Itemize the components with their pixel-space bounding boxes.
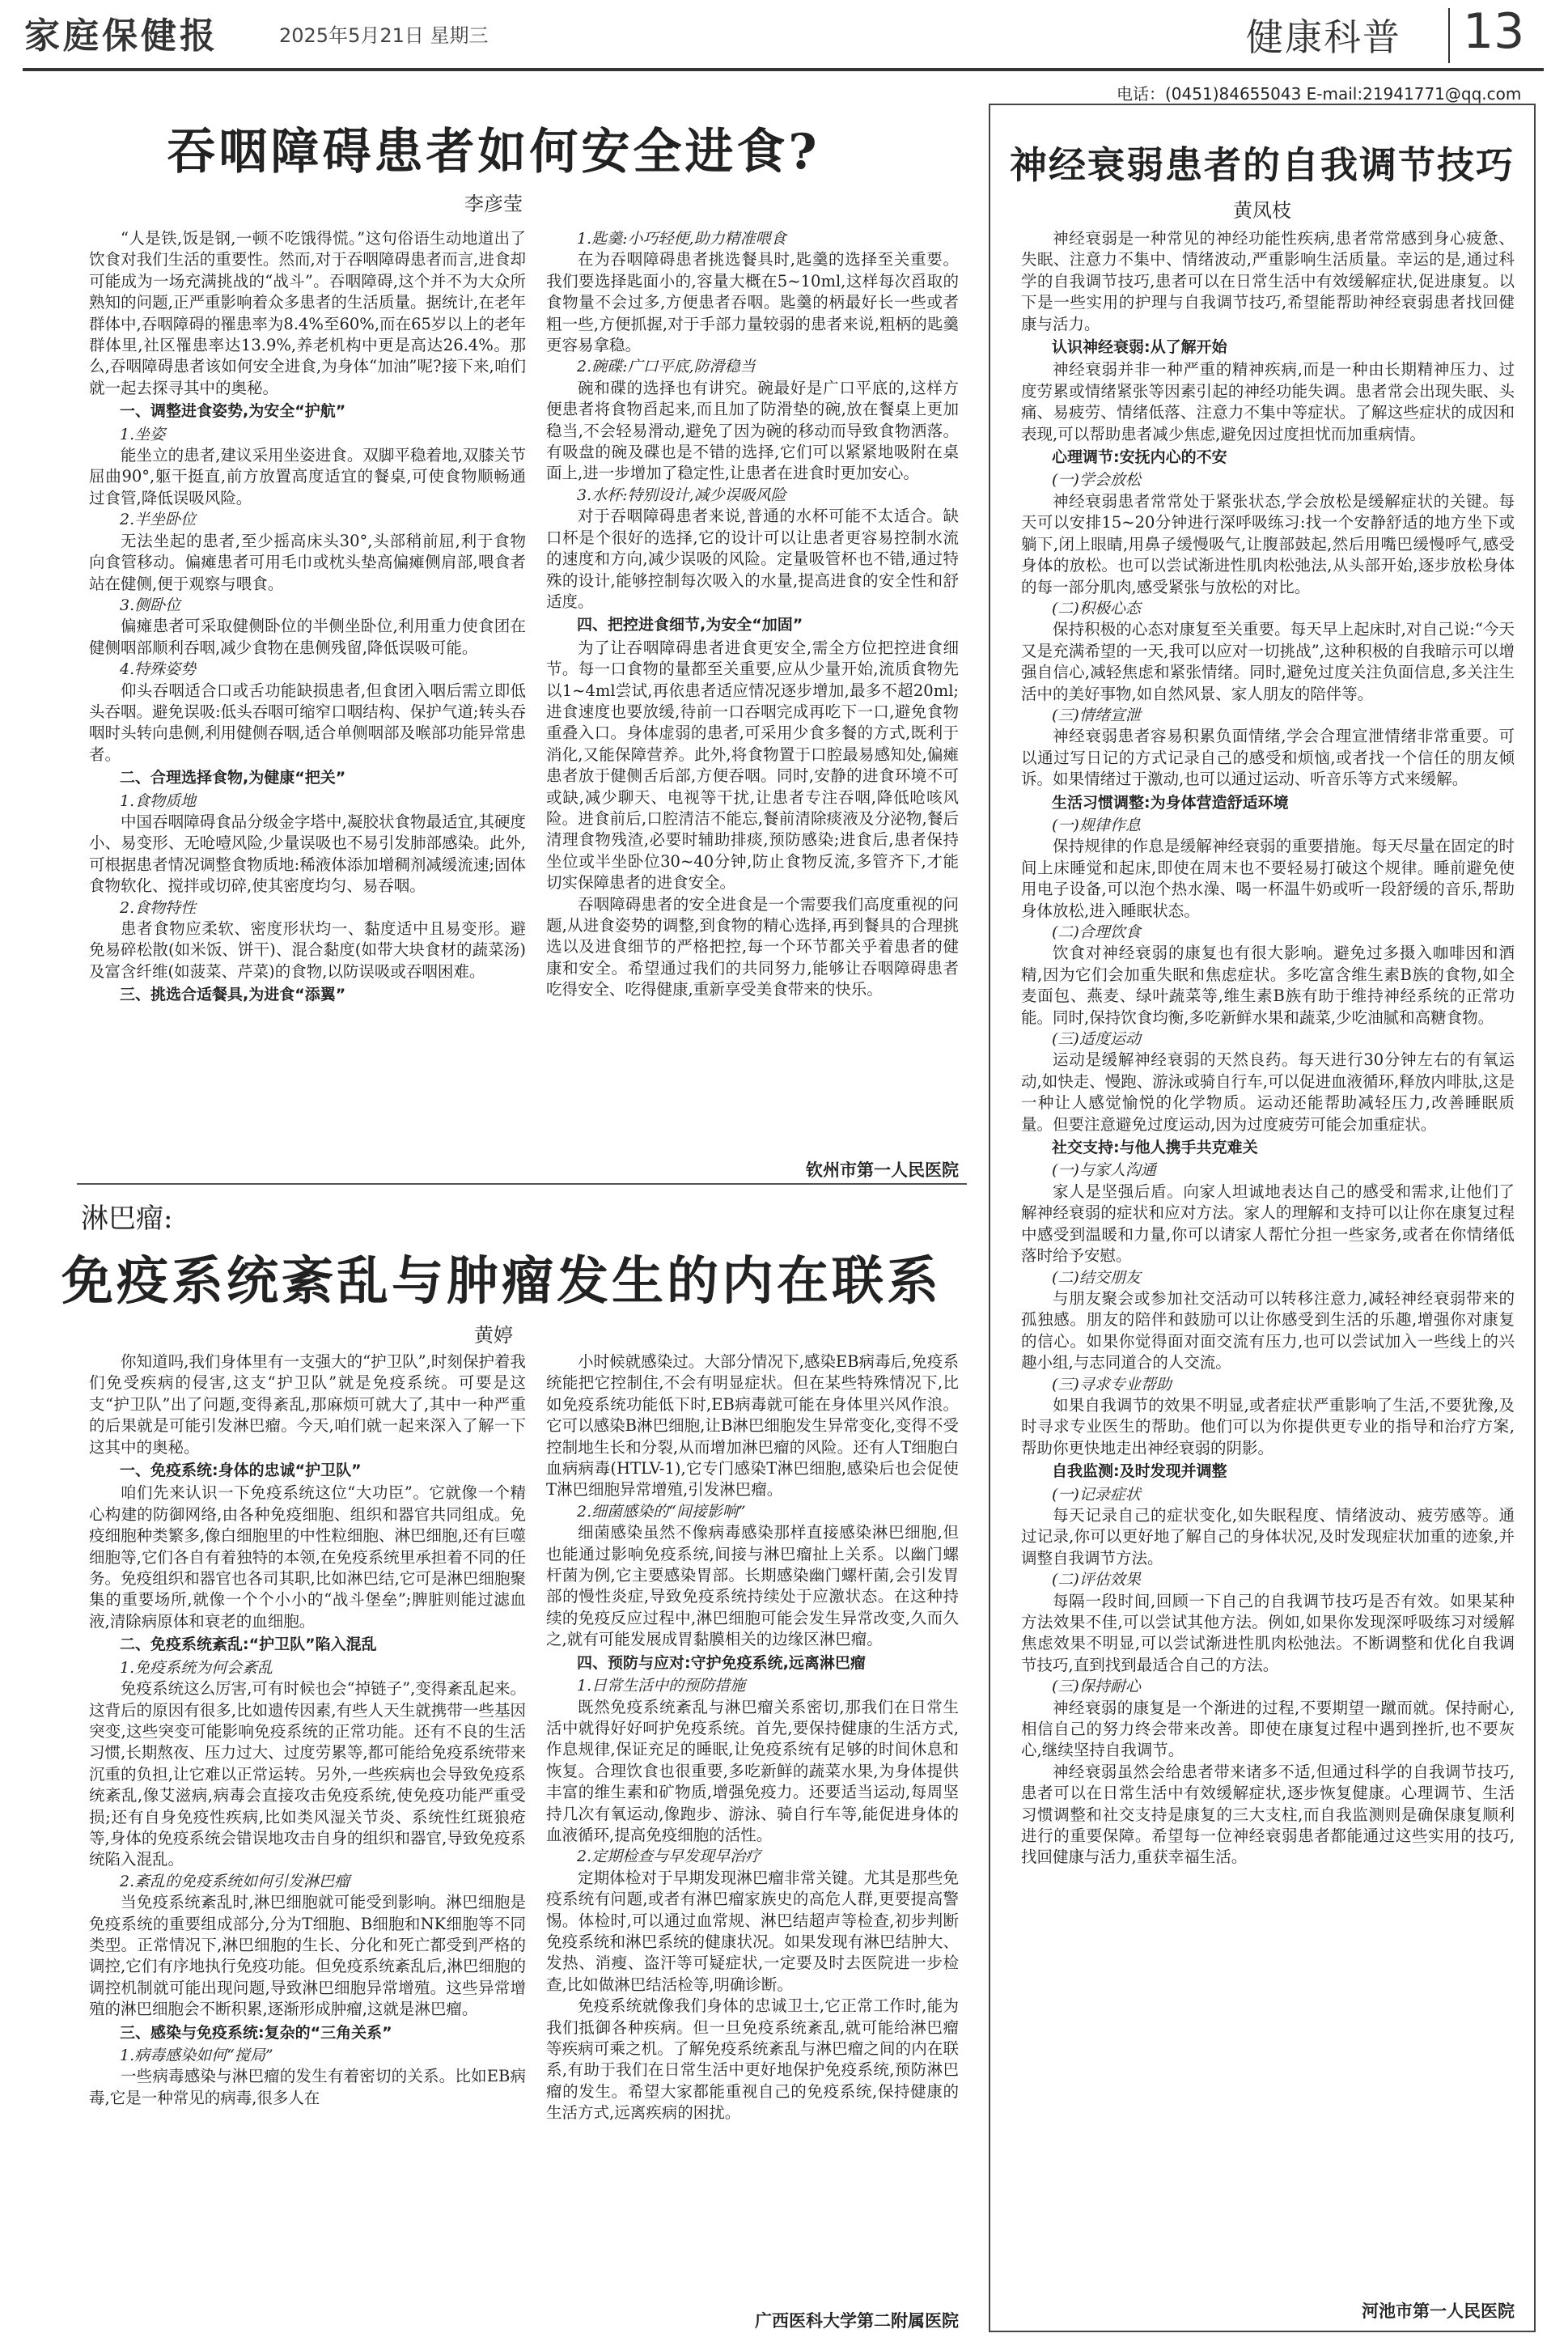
article1-title: 吞咽障碍患者如何安全进食? xyxy=(167,124,820,180)
paragraph: 细菌感染虽然不像病毒感染那样直接感染淋巴细胞,但也能通过影响免疫系统,间接与淋巴瘤扯上关系。以幽门螺杆菌为例,它主要感染胃部。长期感染幽门螺杆菌,会引发胃部的慢性炎症,导致免疫系统持续处于应激状态。在这种持续的免疫反应过程中,淋巴细胞可能会发生异常改变,久而久之,就有可能发展成胃黏膜相关的边缘区淋巴瘤。 xyxy=(546,1523,959,1649)
paragraph: 神经衰弱并非一种严重的精神疾病,而是一种由长期精神压力、过度劳累或情绪紧张等因素引起的神经功能失调。患者常会出现失眠、头痛、易疲劳、情绪低落、注意力不集中等症状。了解这些症状的成因和表现,可以帮助患者减少焦虑,避免因过度担忧而加重病情。 xyxy=(1021,360,1515,443)
article2-author: 黄婷 xyxy=(474,1324,513,1347)
paragraph: 运动是缓解神经衰弱的天然良药。每天进行30分钟左右的有氧运动,如快走、慢跑、游泳或骑自行车,可以促进血液循环,释放内啡肽,这是一种让人感觉愉悦的化学物质。运动还能帮助减轻压力,改善睡眠质量。但要注意避免过度运动,因为过度疲劳可能会加重症状。 xyxy=(1021,1050,1515,1134)
paragraph: 你知道吗,我们身体里有一支强大的“护卫队”,时刻保护着我们免受疾病的侵害,这支“护卫队”就是免疫系统。可要是这支“护卫队”出了问题,变得紊乱,那麻烦可就大了,其中一种严重的后果就是可能引发淋巴瘤。今天,咱们就一起来深入了解一下这其中的奥秘。 xyxy=(89,1352,526,1457)
subheading: 2.紊乱的免疫系统如何引发淋巴瘤 xyxy=(120,1872,350,1890)
paragraph: 碗和碟的选择也有讲究。碗最好是广口平底的,这样方便患者将食物舀起来,而且加了防滑垫的碗,放在餐桌上更加稳当,不会轻易滑动,避免了因为碗的移动而导致食物洒落。有吸盘的碗及碟也是不错的选择,它们可以紧紧地吸附在桌面上,进一步增加了稳定性,让患者在进食时更加安心。 xyxy=(546,378,959,483)
subheading: 2.碗碟:广口平底,防滑稳当 xyxy=(577,358,756,376)
article3-title: 神经衰弱患者的自我调节技巧 xyxy=(1010,143,1515,187)
subheading: 2.细菌感染的“间接影响” xyxy=(577,1502,746,1521)
subheading: (二)积极心态 xyxy=(1052,599,1141,617)
subheading: 三、挑选合适餐具,为进食“添翼” xyxy=(120,986,346,1004)
subheading: 1.日常生活中的预防措施 xyxy=(577,1677,746,1695)
header-divider xyxy=(1448,8,1450,63)
subheading: 认识神经衰弱:从了解开始 xyxy=(1052,338,1227,357)
paragraph: 仰头吞咽适合口或舌功能缺损患者,但食团入咽后需立即低头吞咽。避免误吸:低头吞咽可缩窄口咽结构、保护气道;转头吞咽时头转向患侧,利用健侧吞咽,适合单侧咽部及喉部功能异常患者。 xyxy=(89,681,526,764)
subheading: 3.水杯:特别设计,减少误吸风险 xyxy=(577,486,786,504)
paragraph: 既然免疫系统紊乱与淋巴瘤关系密切,那我们在日常生活中就得好好呵护免疫系统。首先,要保持健康的生活方式,作息规律,保证充足的睡眠,让免疫系统有足够的时间休息和恢复。合理饮食也很重要,多吃新鲜的蔬菜水果,为身体提供丰富的维生素和矿物质,增强免疫力。还要适当运动,每周坚持几次有氧运动,像跑步、游泳、骑自行车等,能促进身体的血液循环,提高免疫细胞的活性。 xyxy=(546,1697,959,1844)
subheading: 4.特殊姿势 xyxy=(120,660,197,679)
paragraph: 无法坐起的患者,至少摇高床头30°,头部稍前屈,利于食物向食管移动。偏瘫患者可用毛巾或枕头垫高偏瘫侧肩部,喂食者站在健侧,便于观察与喂食。 xyxy=(89,531,526,593)
article1-source: 钦州市第一人民医院 xyxy=(806,1160,959,1180)
paragraph: 神经衰弱的康复是一个渐进的过程,不要期望一蹴而就。保持耐心,相信自己的努力终会带来改善。即使在康复过程中遇到挫折,也不要灰心,继续坚持自我调节。 xyxy=(1021,1698,1515,1760)
subheading: (二)合理饮食 xyxy=(1052,923,1141,941)
paragraph: 保持规律的作息是缓解神经衰弱的重要措施。每天尽量在固定的时间上床睡觉和起床,即使在周末也不要轻易打破这个规律。睡前避免使用电子设备,可以泡个热水澡、喝一杯温牛奶或听一段舒缓的音乐,帮助身体放松,进入睡眠状态。 xyxy=(1021,837,1515,920)
subheading: (三)寻求专业帮助 xyxy=(1052,1375,1172,1394)
paragraph: 保持积极的心态对康复至关重要。每天早上起床时,对自己说:“今天又是充满希望的一天,我可以应对一切挑战”,这种积极的自我暗示可以增强自信心,减轻焦虑和紧张情绪。同时,避免过度关注负面信息,多关注生活中的美好事物,如自然风景、家人朋友的陪伴等。 xyxy=(1021,620,1515,703)
subheading: 心理调节:安抚内心的不安 xyxy=(1052,448,1227,467)
article1-column-left xyxy=(89,228,526,1155)
paragraph: 每隔一段时间,回顾一下自己的自我调节技巧是否有效。如果某种方法效果不佳,可以尝试其他方法。例如,如果你发现深呼吸练习对缓解焦虑效果不明显,可以尝试渐进性肌肉松弛法。不断调整和优化自我调节技巧,直到找到最适合自己的方法。 xyxy=(1021,1591,1515,1674)
subheading: (一)学会放松 xyxy=(1052,471,1141,490)
paragraph: 神经衰弱虽然会给患者带来诸多不适,但通过科学的自我调节技巧,患者可以在日常生活中有效缓解症状,逐步恢复健康。心理调节、生活习惯调整和社交支持是康复的三大支柱,而自我监测则是确保康复顺利进行的重要保障。希望每一位神经衰弱患者都能通过这些实用的技巧,找回健康与活力,重获幸福生活。 xyxy=(1021,1762,1515,1867)
subheading: 1.免疫系统为何会紊乱 xyxy=(120,1658,273,1677)
paragraph: 与朋友聚会或参加社交活动可以转移注意力,减轻神经衰弱带来的孤独感。朋友的陪伴和鼓励可以让你感受到生活的乐趣,增强你对康复的信心。如果你觉得面对面交流有压力,也可以尝试加入一些线上的兴趣小组,与志同道合的人交流。 xyxy=(1021,1288,1515,1372)
column-name: 健康科普 xyxy=(1246,15,1401,59)
article2-column-right xyxy=(546,1351,959,2298)
subheading: 四、预防与应对:守护免疫系统,远离淋巴瘤 xyxy=(577,1653,866,1672)
subheading: (二)评估效果 xyxy=(1052,1571,1141,1589)
paragraph: 神经衰弱是一种常见的神经功能性疾病,患者常常感到身心疲惫、失眠、注意力不集中、情绪波动,严重影响生活质量。幸运的是,通过科学的自我调节技巧,患者可以在日常生活中有效缓解症状,促进康复。以下是一些实用的护理与自我调节技巧,希望能帮助神经衰弱患者找回健康与活力。 xyxy=(1021,229,1515,333)
paragraph: 患者食物应柔软、密度形状均一、黏度适中且易变形。避免易碎松散(如米饭、饼干)、混合黏度(如带大块食材的蔬菜汤)及富含纤维(如菠菜、芹菜)的食物,以防误吸或吞咽困难。 xyxy=(89,919,526,981)
paragraph: 对于吞咽障碍患者来说,普通的水杯可能不太适合。缺口杯是个很好的选择,它的设计可以让患者更容易控制水流的速度和方向,减少误吸的风险。定量吸管杯也不错,通过特殊的设计,能够控制每次吸入的水量,提高进食的安全性和舒适度。 xyxy=(546,507,959,611)
paper-name: 家庭保健报 xyxy=(24,15,218,57)
subheading: (一)规律作息 xyxy=(1052,816,1141,834)
article2-source: 广西医科大学第二附属医院 xyxy=(755,2311,959,2331)
paragraph: 咱们先来认识一下免疫系统这位“大功臣”。它就像一个精心构建的防御网络,由各种免疫细胞、组织和器官共同组成。免疫细胞种类繁多,像白细胞里的中性粒细胞、淋巴细胞,还有巨噬细胞等,它们各自有着独特的本领,在免疫系统里承担着不同的任务。免疫组织和器官也各司其职,比如淋巴结,它可是淋巴细胞聚集的重要场所,就像一个个小小的“战斗堡垒”;脾脏则能过滤血液,清除病原体和衰老的血细胞。 xyxy=(89,1483,526,1631)
paragraph: 神经衰弱患者容易积累负面情绪,学会合理宣泄情绪非常重要。可以通过写日记的方式记录自己的感受和烦恼,或者找一个信任的朋友倾诉。如果情绪过于激动,也可以通过运动、听音乐等方式来缓解。 xyxy=(1021,727,1515,789)
paragraph: 免疫系统这么厉害,可有时候也会“掉链子”,变得紊乱起来。这背后的原因有很多,比如遗传因素,有些人天生就携带一些基因突变,这些突变可能影响免疫系统的正常功能。还有不良的生活习惯,长期熬夜、压力过大、过度劳累等,都可能给免疫系统带来沉重的负担,让它难以正常运转。另外,一些疾病也会导致免疫系统紊乱,像艾滋病,病毒会直接攻击免疫系统,使免疫功能严重受损;还有自身免疫性疾病,比如类风湿关节炎、系统性红斑狼疮等,身体的免疫系统会错误地攻击自身的组织和器官,导致免疫系统陷入混乱。 xyxy=(89,1679,526,1869)
article1-author: 李彦莹 xyxy=(464,193,523,215)
paragraph: 一些病毒感染与淋巴瘤的发生有着密切的关系。比如EB病毒,它是一种常见的病毒,很多人在 xyxy=(89,2067,526,2107)
page-number: 13 xyxy=(1463,3,1525,60)
article2-column-left xyxy=(89,1351,526,2323)
subheading: 2.定期检查与早发现早治疗 xyxy=(577,1848,761,1866)
subheading: 1.坐姿 xyxy=(120,425,166,443)
paragraph: 能坐立的患者,建议采用坐姿进食。双脚平稳着地,双膝关节屈曲90°,躯干挺直,前方放置高度适宜的餐桌,可使食物顺畅通过食管,降低误吸风险。 xyxy=(89,446,526,507)
subheading: (三)情绪宣泄 xyxy=(1052,706,1141,724)
subheading: 自我监测:及时发现并调整 xyxy=(1052,1462,1227,1481)
paragraph: 为了让吞咽障碍患者进食更安全,需全方位把控进食细节。每一口食物的量都至关重要,应从少量开始,流质食物先以1~4ml尝试,再依患者适应情况逐步增加,最多不超20ml;进食速度也要放缓,待前一口吞咽完成再吃下一口,避免食物重叠入口。身体虚弱的患者,可采用少食多餐的方式,既利于消化,又能保障营养。此外,将食物置于口腔最易感知处,偏瘫患者放于健侧舌后部,方便吞咽。同时,安静的进食环境不可或缺,减少聊天、电视等干扰,让患者专注吞咽,降低呛咳风险。进食前后,口腔清洁不能忘,餐前清除痰液及分泌物,餐后清理食物残渣,必要时辅助排痰,预防感染;进食后,患者保持坐位或半坐卧位30~40分钟,防止食物反流,多管齐下,才能切实保障患者的进食安全。 xyxy=(546,638,959,893)
paragraph: “人是铁,饭是钢,一顿不吃饿得慌。”这句俗语生动地道出了饮食对我们生活的重要性。然而,对于吞咽障碍患者而言,进食却可能成为一场充满挑战的“战斗”。吞咽障碍,这个并不为大众所熟知的问题,正严重影响着众多患者的生活质量。据统计,在老年群体中,吞咽障碍的罹患率为8.4%至60%,而在65岁以上的老年群体里,社区罹患率达13.9%,养老机构中更是高达26.4%。那么,吞咽障碍患者该如何安全进食,为身体“加油”呢?接下来,咱们就一起去探寻其中的奥秘。 xyxy=(89,229,526,397)
paragraph: 如果自我调节的效果不明显,或者症状严重影响了生活,不要犹豫,及时寻求专业医生的帮助。他们可以为你提供更专业的指导和治疗方案,帮助你更快地走出神经衰弱的阴影。 xyxy=(1021,1395,1515,1457)
article2-kicker: 淋巴瘤: xyxy=(81,1203,173,1235)
subheading: (三)适度运动 xyxy=(1052,1030,1141,1049)
paragraph: 中国吞咽障碍食品分级金字塔中,凝胶状食物最适宜,其硬度小、易变形、无呛噎风险,少量误吸也不易引发肺部感染。此外,可根据患者情况调整食物质地:稀液体添加增稠剂减缓流速;固体食物软化、搅拌或切碎,使其密度均匀、易吞咽。 xyxy=(89,812,526,896)
article2-title: 免疫系统紊乱与肿瘤发生的内在联系 xyxy=(61,1251,942,1312)
subheading: 1.匙羹:小巧轻便,助力精准喂食 xyxy=(577,230,786,248)
header-rule xyxy=(23,68,1544,71)
paragraph: 当免疫系统紊乱时,淋巴细胞就可能受到影响。淋巴细胞是免疫系统的重要组成部分,分为T细胞、B细胞和NK细胞等不同类型。正常情况下,淋巴细胞的生长、分化和死亡都受到严格的调控,它们有序地执行免疫功能。但免疫系统紊乱后,淋巴细胞的调控机制就可能出现问题,导致淋巴细胞异常增殖。这些异常增殖的淋巴细胞会不断积累,逐渐形成肿瘤,这就是淋巴瘤。 xyxy=(89,1893,526,2019)
subheading: (一)记录症状 xyxy=(1052,1485,1141,1504)
subheading: 三、感染与免疫系统:复杂的“三角关系” xyxy=(120,2023,392,2042)
paragraph: 饮食对神经衰弱的康复也有很大影响。避免过多摄入咖啡因和酒精,因为它们会加重失眠和焦虑症状。多吃富含维生素B族的食物,如全麦面包、燕麦、绿叶蔬菜等,维生素B族有助于维持神经系统的正常功能。同时,保持饮食均衡,多吃新鲜水果和蔬菜,少吃油腻和高糖食物。 xyxy=(1021,944,1515,1027)
subheading: 二、免疫系统紊乱:“护卫队”陷入混乱 xyxy=(120,1635,377,1654)
paragraph: 神经衰弱患者常常处于紧张状态,学会放松是缓解症状的关键。每天可以安排15~20分钟进行深呼吸练习:找一个安静舒适的地方坐下或躺下,闭上眼睛,用鼻子缓慢吸气,让腹部鼓起,然后用嘴巴缓慢呼气,感受身体的放松。也可以尝试渐进性肌肉松弛法,从头部开始,逐步放松身体的每一部分肌肉,感受紧张与放松的对比。 xyxy=(1021,491,1515,596)
subheading: 2.食物特性 xyxy=(120,898,197,917)
paragraph: 在为吞咽障碍患者挑选餐具时,匙羹的选择至关重要。我们要选择匙面小的,容量大概在5~10ml,这样每次舀取的食物量不会过多,方便患者吞咽。匙羹的柄最好长一些或者粗一些,方便抓握,对于手部力量较弱的患者来说,粗柄的匙羹更容易拿稳。 xyxy=(546,250,959,355)
subheading: 二、合理选择食物,为健康“把关” xyxy=(120,769,346,787)
subheading: (一)与家人沟通 xyxy=(1052,1161,1156,1180)
subheading: 一、免疫系统:身体的忠诚“护卫队” xyxy=(120,1461,362,1480)
subheading: 四、把控进食细节,为安全“加固” xyxy=(577,616,803,634)
subheading: 社交支持:与他人携手共克难关 xyxy=(1052,1139,1258,1157)
paragraph: 小时候就感染过。大部分情况下,感染EB病毒后,免疫系统能把它控制住,不会有明显症状。但在某些特殊情况下,比如免疫系统功能低下时,EB病毒就可能在身体里兴风作浪。它可以感染B淋巴细胞,让B淋巴细胞发生异常变化,变得不受控制地生长和分裂,从而增加淋巴瘤的风险。还有人T细胞白血病病毒(HTLV-1),它专门感染T淋巴细胞,感染后也会促使T淋巴细胞异常增殖,引发淋巴瘤。 xyxy=(546,1352,959,1500)
subheading: 2.半坐卧位 xyxy=(120,511,197,529)
section-divider xyxy=(77,1183,967,1185)
article1-column-right xyxy=(546,228,959,1151)
paragraph: 吞咽障碍患者的安全进食是一个需要我们高度重视的问题,从进食姿势的调整,到食物的精心选择,再到餐具的合理挑选以及进食细节的严格把控,每一个环节都关乎着患者的健康和安全。希望通过我们的共同努力,能够让吞咽障碍患者吃得安全、吃得健康,重新享受美食带来的快乐。 xyxy=(546,894,959,999)
article3-author: 黄凤枝 xyxy=(1233,199,1291,222)
subheading: (三)保持耐心 xyxy=(1052,1678,1141,1696)
subheading: 3.侧卧位 xyxy=(120,596,181,614)
subheading: 一、调整进食姿势,为安全“护航” xyxy=(120,402,346,421)
paragraph: 免疫系统就像我们身体的忠诚卫士,它正常工作时,能为我们抵御各种疾病。但一旦免疫系统紊乱,就可能给淋巴瘤等疾病可乘之机。了解免疫系统紊乱与淋巴瘤之间的内在联系,有助于我们在日常生活中更好地保护免疫系统,预防淋巴瘤的发生。希望大家都能重视自己的免疫系统,保持健康的生活方式,远离疾病的困扰。 xyxy=(546,1996,959,2123)
paragraph: 每天记录自己的症状变化,如失眠程度、情绪波动、疲劳感等。通过记录,你可以更好地了解自己的身体状况,及时发现症状加重的迹象,并调整自我调节方法。 xyxy=(1021,1505,1515,1568)
subheading: 1.食物质地 xyxy=(120,791,197,810)
article3-source: 河池市第一人民医院 xyxy=(1362,2301,1515,2321)
paragraph: 家人是坚强后盾。向家人坦诚地表达自己的感受和需求,让他们了解神经衰弱的症状和应对方法。家人的理解和支持可以让你在康复过程中感受到温暖和力量,你可以请家人帮忙分担一些家务,或者在你情绪低落时给予安慰。 xyxy=(1021,1181,1515,1266)
contact-line: 电话：(0451)84655043 E-mail:21941771@qq.com xyxy=(1117,84,1522,104)
paragraph: 偏瘫患者可采取健侧卧位的半侧坐卧位,利用重力使食团在健侧咽部顺利吞咽,减少食物在患侧残留,降低误吸可能。 xyxy=(89,617,526,657)
subheading: 1.病毒感染如何“搅局” xyxy=(120,2047,273,2064)
article3-body xyxy=(1021,228,1515,2288)
subheading: (二)结交朋友 xyxy=(1052,1268,1141,1287)
issue-date: 2025年5月21日 星期三 xyxy=(279,24,489,47)
subheading: 生活习惯调整:为身体营造舒适环境 xyxy=(1052,793,1289,812)
paragraph: 定期体检对于早期发现淋巴瘤非常关键。尤其是那些免疫系统有问题,或者有淋巴瘤家族史的高危人群,更要提高警惕。体检时,可以通过血常规、淋巴结超声等检查,初步判断免疫系统和淋巴系统的健康状况。如果发现有淋巴结肿大、发热、消瘦、盗汗等可疑症状,一定要及时去医院进一步检查,比如做淋巴结活检等,明确诊断。 xyxy=(546,1868,959,1994)
